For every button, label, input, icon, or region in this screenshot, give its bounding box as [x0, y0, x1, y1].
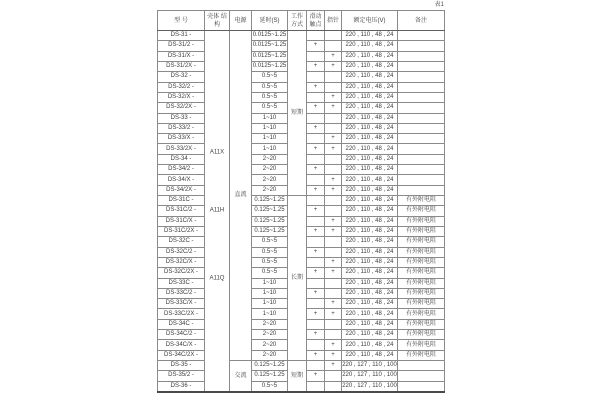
power-cell: 直流: [230, 31, 252, 361]
pointer-cell: +: [325, 216, 342, 226]
model-cell: DS-31/2 -: [158, 41, 205, 51]
slide-contact-cell: [307, 299, 325, 309]
table-body: [158, 31, 445, 393]
delay-cell: 1~10: [252, 144, 288, 154]
workmode-cell: 长期: [288, 196, 307, 361]
model-cell: DS-32C/X -: [158, 257, 205, 267]
voltage-cell: 220 , 110 , 48 , 24: [342, 247, 398, 257]
delay-cell: 0.5~5: [252, 247, 288, 257]
delay-cell: 0.125~1.25: [252, 226, 288, 236]
header-voltage: 额定电压(V): [342, 11, 398, 31]
delay-cell: 2~20: [252, 340, 288, 350]
delay-cell: 0.0125~1.25: [252, 51, 288, 61]
header-slide: 滑动 触点: [307, 11, 325, 31]
pointer-cell: +: [325, 299, 342, 309]
voltage-cell: 220 , 110 , 48 , 24: [342, 61, 398, 71]
slide-contact-cell: +: [307, 288, 325, 298]
model-cell: DS-31/2X -: [158, 61, 205, 71]
voltage-cell: 220 , 110 , 48 , 24: [342, 268, 398, 278]
pointer-cell: [325, 288, 342, 298]
delay-cell: 2~20: [252, 350, 288, 360]
pointer-cell: +: [325, 175, 342, 185]
remark-cell: 有外附电阻: [398, 350, 445, 360]
delay-cell: 2~20: [252, 175, 288, 185]
pointer-cell: [325, 381, 342, 392]
delay-cell: 1~10: [252, 134, 288, 144]
pointer-cell: [325, 31, 342, 41]
model-cell: DS-32/2X -: [158, 103, 205, 113]
remark-cell: [398, 381, 445, 392]
voltage-cell: 220 , 110 , 48 , 24: [342, 41, 398, 51]
table-caption: 表1: [434, 2, 444, 8]
pointer-cell: [325, 113, 342, 123]
delay-cell: 0.125~1.25: [252, 216, 288, 226]
model-cell: DS-35/2 -: [158, 371, 205, 381]
model-cell: DS-32C -: [158, 237, 205, 247]
pointer-cell: [325, 278, 342, 288]
slide-contact-cell: +: [307, 61, 325, 71]
voltage-cell: 220 , 110 , 48 , 24: [342, 257, 398, 267]
slide-contact-cell: +: [307, 41, 325, 51]
slide-contact-cell: +: [307, 371, 325, 381]
pointer-cell: +: [325, 309, 342, 319]
pointer-cell: +: [325, 134, 342, 144]
pointer-cell: +: [325, 103, 342, 113]
model-cell: DS-31C/X -: [158, 216, 205, 226]
pointer-cell: +: [325, 350, 342, 360]
header-delay: 延时(S): [252, 11, 288, 31]
delay-cell: 2~20: [252, 165, 288, 175]
slide-contact-cell: +: [307, 206, 325, 216]
pointer-cell: [325, 330, 342, 340]
remark-cell: 有外附电阻: [398, 340, 445, 350]
model-cell: DS-32 -: [158, 72, 205, 82]
power-cell: 交流: [230, 361, 252, 393]
slide-contact-cell: [307, 196, 325, 206]
remark-cell: [398, 31, 445, 41]
header-remark: 备注: [398, 11, 445, 31]
model-cell: DS-36 -: [158, 381, 205, 392]
pointer-cell: +: [325, 51, 342, 61]
delay-cell: 0.5~5: [252, 103, 288, 113]
slide-contact-cell: +: [307, 103, 325, 113]
header-model: 型 号: [158, 11, 205, 31]
slide-contact-cell: [307, 154, 325, 164]
voltage-cell: 220 , 127 , 110 , 100: [342, 381, 398, 392]
model-cell: DS-34C -: [158, 319, 205, 329]
slide-contact-cell: +: [307, 144, 325, 154]
remark-cell: [398, 82, 445, 92]
delay-cell: 1~10: [252, 113, 288, 123]
delay-cell: 0.5~5: [252, 72, 288, 82]
remark-cell: [398, 185, 445, 195]
model-cell: DS-32/X -: [158, 92, 205, 102]
pointer-cell: +: [325, 226, 342, 236]
model-cell: DS-33 -: [158, 113, 205, 123]
pointer-cell: +: [325, 144, 342, 154]
pointer-cell: [325, 41, 342, 51]
voltage-cell: 220 , 110 , 48 , 24: [342, 134, 398, 144]
model-cell: DS-34/2 -: [158, 165, 205, 175]
slide-contact-cell: [307, 92, 325, 102]
header-row: [158, 11, 445, 31]
voltage-cell: 220 , 110 , 48 , 24: [342, 309, 398, 319]
voltage-cell: 220 , 110 , 48 , 24: [342, 185, 398, 195]
remark-cell: [398, 103, 445, 113]
voltage-cell: 220 , 110 , 48 , 24: [342, 288, 398, 298]
pointer-cell: [325, 237, 342, 247]
pointer-cell: +: [325, 361, 342, 371]
model-cell: DS-31C/2X -: [158, 226, 205, 236]
remark-cell: 有外附电阻: [398, 206, 445, 216]
remark-cell: [398, 154, 445, 164]
voltage-cell: 220 , 110 , 48 , 24: [342, 175, 398, 185]
remark-cell: [398, 51, 445, 61]
header-housing: 壳体 结构: [205, 11, 230, 31]
pointer-cell: [325, 196, 342, 206]
remark-cell: 有外附电阻: [398, 196, 445, 206]
remark-cell: 有外附电阻: [398, 278, 445, 288]
pointer-cell: [325, 82, 342, 92]
relay-spec-table: [157, 10, 445, 393]
voltage-cell: 220 , 127 , 110 , 100: [342, 371, 398, 381]
delay-cell: 0.5~5: [252, 82, 288, 92]
voltage-cell: 220 , 110 , 48 , 24: [342, 113, 398, 123]
header-power: 电源: [230, 11, 252, 31]
slide-contact-cell: +: [307, 82, 325, 92]
slide-contact-cell: +: [307, 309, 325, 319]
remark-cell: 有外附电阻: [398, 268, 445, 278]
header-workmode: 工作 方式: [288, 11, 307, 31]
voltage-cell: 220 , 110 , 48 , 24: [342, 51, 398, 61]
model-cell: DS-33C/2 -: [158, 288, 205, 298]
slide-contact-cell: +: [307, 123, 325, 133]
slide-contact-cell: +: [307, 350, 325, 360]
slide-contact-cell: +: [307, 165, 325, 175]
remark-cell: 有外附电阻: [398, 288, 445, 298]
delay-cell: 0.5~5: [252, 381, 288, 392]
slide-contact-cell: [307, 381, 325, 392]
remark-cell: 有外附电阻: [398, 330, 445, 340]
model-cell: DS-32/2 -: [158, 82, 205, 92]
voltage-cell: 220 , 110 , 48 , 24: [342, 340, 398, 350]
delay-cell: 0.125~1.25: [252, 196, 288, 206]
model-cell: DS-33/2 -: [158, 123, 205, 133]
model-cell: DS-34/X -: [158, 175, 205, 185]
voltage-cell: 220 , 110 , 48 , 24: [342, 330, 398, 340]
model-cell: DS-31 -: [158, 31, 205, 41]
remark-cell: [398, 361, 445, 371]
delay-cell: 1~10: [252, 299, 288, 309]
voltage-cell: 220 , 127 , 110 , 100: [342, 361, 398, 371]
slide-contact-cell: +: [307, 268, 325, 278]
voltage-cell: 220 , 110 , 48 , 24: [342, 103, 398, 113]
remark-cell: 有外附电阻: [398, 247, 445, 257]
pointer-cell: [325, 247, 342, 257]
remark-cell: [398, 134, 445, 144]
model-cell: DS-33/X -: [158, 134, 205, 144]
remark-cell: 有外附电阻: [398, 237, 445, 247]
voltage-cell: 220 , 110 , 48 , 24: [342, 196, 398, 206]
slide-contact-cell: +: [307, 185, 325, 195]
slide-contact-cell: [307, 278, 325, 288]
voltage-cell: 220 , 110 , 48 , 24: [342, 226, 398, 236]
slide-contact-cell: [307, 51, 325, 61]
delay-cell: 0.5~5: [252, 268, 288, 278]
slide-contact-cell: [307, 340, 325, 350]
remark-cell: 有外附电阻: [398, 309, 445, 319]
model-cell: DS-34C/2 -: [158, 330, 205, 340]
remark-cell: [398, 92, 445, 102]
slide-contact-cell: +: [307, 226, 325, 236]
remark-cell: [398, 113, 445, 123]
slide-contact-cell: [307, 257, 325, 267]
voltage-cell: 220 , 110 , 48 , 24: [342, 350, 398, 360]
voltage-cell: 220 , 110 , 48 , 24: [342, 319, 398, 329]
delay-cell: 1~10: [252, 309, 288, 319]
slide-contact-cell: +: [307, 247, 325, 257]
housing-label-a11q: A11Q: [209, 275, 225, 282]
housing-label-a11x: A11X: [209, 149, 225, 156]
model-cell: DS-32C/2X -: [158, 268, 205, 278]
pointer-cell: [325, 206, 342, 216]
pointer-cell: +: [325, 92, 342, 102]
delay-cell: 2~20: [252, 185, 288, 195]
voltage-cell: 220 , 110 , 48 , 24: [342, 237, 398, 247]
slide-contact-cell: [307, 72, 325, 82]
slide-contact-cell: [307, 134, 325, 144]
delay-cell: 1~10: [252, 278, 288, 288]
remark-cell: 有外附电阻: [398, 226, 445, 236]
model-cell: DS-33C/X -: [158, 299, 205, 309]
delay-cell: 1~10: [252, 288, 288, 298]
housing-label-a11h: A11H: [209, 207, 225, 214]
pointer-cell: +: [325, 185, 342, 195]
pointer-cell: +: [325, 340, 342, 350]
model-cell: DS-33C/2X -: [158, 309, 205, 319]
delay-cell: 0.0125~1.25: [252, 31, 288, 41]
table-row: [158, 361, 445, 371]
remark-cell: 有外附电阻: [398, 257, 445, 267]
delay-cell: 0.5~5: [252, 257, 288, 267]
delay-cell: 2~20: [252, 330, 288, 340]
delay-cell: 1~10: [252, 123, 288, 133]
delay-cell: 2~20: [252, 154, 288, 164]
model-cell: DS-31C -: [158, 196, 205, 206]
voltage-cell: 220 , 110 , 48 , 24: [342, 82, 398, 92]
table-header: [158, 11, 445, 31]
pointer-cell: [325, 72, 342, 82]
slide-contact-cell: [307, 175, 325, 185]
voltage-cell: 220 , 110 , 48 , 24: [342, 154, 398, 164]
delay-cell: 0.0125~1.25: [252, 61, 288, 71]
voltage-cell: 220 , 110 , 48 , 24: [342, 92, 398, 102]
model-cell: DS-33C -: [158, 278, 205, 288]
voltage-cell: 220 , 110 , 48 , 24: [342, 278, 398, 288]
model-cell: DS-34/2X -: [158, 185, 205, 195]
slide-contact-cell: [307, 319, 325, 329]
remark-cell: [398, 41, 445, 51]
delay-cell: 0.125~1.25: [252, 371, 288, 381]
model-cell: DS-34C/2X -: [158, 350, 205, 360]
voltage-cell: 220 , 110 , 48 , 24: [342, 144, 398, 154]
table-row: [158, 31, 445, 41]
slide-contact-cell: [307, 113, 325, 123]
delay-cell: 0.5~5: [252, 92, 288, 102]
model-cell: DS-32C/2 -: [158, 247, 205, 257]
pointer-cell: [325, 165, 342, 175]
pointer-cell: [325, 371, 342, 381]
remark-cell: [398, 165, 445, 175]
pointer-cell: [325, 123, 342, 133]
voltage-cell: 220 , 110 , 48 , 24: [342, 31, 398, 41]
header-pointer: 指针: [325, 11, 342, 31]
slide-contact-cell: [307, 216, 325, 226]
model-cell: DS-35 -: [158, 361, 205, 371]
remark-cell: 有外附电阻: [398, 319, 445, 329]
pointer-cell: [325, 319, 342, 329]
model-cell: DS-31C/2 -: [158, 206, 205, 216]
pointer-cell: +: [325, 268, 342, 278]
voltage-cell: 220 , 110 , 48 , 24: [342, 123, 398, 133]
remark-cell: [398, 144, 445, 154]
voltage-cell: 220 , 110 , 48 , 24: [342, 72, 398, 82]
voltage-cell: 220 , 110 , 48 , 24: [342, 299, 398, 309]
pointer-cell: +: [325, 257, 342, 267]
pointer-cell: +: [325, 61, 342, 71]
slide-contact-cell: [307, 31, 325, 41]
voltage-cell: 220 , 110 , 48 , 24: [342, 216, 398, 226]
voltage-cell: 220 , 110 , 48 , 24: [342, 165, 398, 175]
voltage-cell: 220 , 110 , 48 , 24: [342, 206, 398, 216]
delay-cell: 0.5~5: [252, 237, 288, 247]
slide-contact-cell: +: [307, 330, 325, 340]
slide-contact-cell: [307, 237, 325, 247]
remark-cell: [398, 123, 445, 133]
remark-cell: [398, 371, 445, 381]
remark-cell: [398, 72, 445, 82]
housing-cell: [205, 31, 230, 393]
delay-cell: 0.125~1.25: [252, 361, 288, 371]
delay-cell: 0.0125~1.25: [252, 41, 288, 51]
model-cell: DS-31/X -: [158, 51, 205, 61]
pointer-cell: [325, 154, 342, 164]
workmode-cell: 短期: [288, 31, 307, 196]
delay-cell: 2~20: [252, 319, 288, 329]
remark-cell: [398, 175, 445, 185]
model-cell: DS-34C/X -: [158, 340, 205, 350]
delay-cell: 0.125~1.25: [252, 206, 288, 216]
workmode-cell: 短期: [288, 361, 307, 393]
model-cell: DS-33/2X -: [158, 144, 205, 154]
remark-cell: 有外附电阻: [398, 299, 445, 309]
model-cell: DS-34 -: [158, 154, 205, 164]
remark-cell: [398, 61, 445, 71]
remark-cell: 有外附电阻: [398, 216, 445, 226]
table-row: [158, 196, 445, 206]
slide-contact-cell: [307, 361, 325, 371]
